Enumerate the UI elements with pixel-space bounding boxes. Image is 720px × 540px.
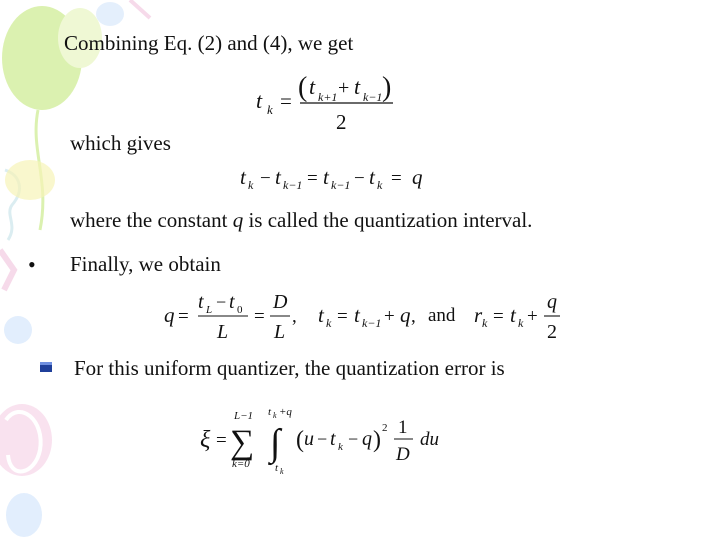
eq4-int-top: t xyxy=(268,406,272,418)
eq4-u: u xyxy=(304,428,314,450)
eq4-int-top-sub: k xyxy=(273,411,277,420)
eq3-plus-1: + xyxy=(384,306,395,327)
eq3-tk: t xyxy=(318,303,324,327)
eq3-rk-sub: k xyxy=(482,316,488,330)
eq1-k1: k+1 xyxy=(318,90,338,104)
eq3-plus-2: + xyxy=(527,306,538,327)
eq4-close-paren: ) xyxy=(373,427,381,453)
line3-post: is called the quantization interval. xyxy=(243,208,533,232)
eq4-sum-symbol: ∑ xyxy=(230,424,255,461)
eq2-t-d: t xyxy=(369,165,375,189)
eq4-du: du xyxy=(420,429,439,450)
eq4-sum-bottom: k=0 xyxy=(232,458,250,470)
eq2-s-b: k−1 xyxy=(283,178,303,192)
eq4-frac-den: D xyxy=(396,444,410,465)
eq1-open-paren: ( xyxy=(298,72,308,103)
equation-quantization-error xyxy=(200,405,460,485)
eq3-comma-1: , xyxy=(292,306,297,327)
eq2-equals-2: = xyxy=(391,168,402,189)
eq4-int-bottom-sub: k xyxy=(280,467,284,476)
eq3-tk1: t xyxy=(354,303,360,327)
eq2-t-b: t xyxy=(275,165,281,189)
eq3-num1-0: 0 xyxy=(237,304,243,316)
eq1-plus: + xyxy=(338,77,350,99)
eq3-den2: L xyxy=(274,321,286,343)
eq4-int-top-rest: +q xyxy=(279,406,292,418)
eq3-num1-t0: t xyxy=(229,291,235,313)
eq1-t2: t xyxy=(354,74,361,99)
eq2-t-c: t xyxy=(323,165,329,189)
eq1-k2: k−1 xyxy=(363,90,383,104)
eq1-denominator: 2 xyxy=(336,110,347,134)
eq3-q2: q xyxy=(400,303,411,327)
eq3-k1: k−1 xyxy=(362,316,382,330)
eq4-open-paren: ( xyxy=(296,427,304,453)
eq4-minus-2: − xyxy=(348,429,359,449)
eq4-equals: = xyxy=(216,430,227,451)
eq3-num1-t: t xyxy=(198,291,204,313)
eq3-comma-2: , xyxy=(411,306,416,327)
eq3-num1-minus: − xyxy=(216,292,227,312)
eq4-t-sub: k xyxy=(338,441,343,453)
eq3-num3: q xyxy=(547,291,557,313)
bullet-dot-icon: • xyxy=(28,252,36,277)
eq4-int-bottom: t xyxy=(275,462,279,474)
equation-midpoint xyxy=(256,74,416,134)
equation-quantizer-params xyxy=(164,290,564,345)
eq3-den3: 2 xyxy=(547,321,557,343)
eq2-s-a: k xyxy=(248,178,254,192)
line3-pre: where the constant xyxy=(70,208,233,232)
eq2-s-d: k xyxy=(377,178,383,192)
eq4-integral-symbol: ∫ xyxy=(270,422,281,464)
eq3-q: q xyxy=(164,303,175,327)
equation-interval xyxy=(240,163,440,193)
eq1-tk: t xyxy=(256,88,263,113)
eq2-minus-2: − xyxy=(354,168,365,189)
eq3-equals-3: = xyxy=(337,306,348,327)
eq1-k: k xyxy=(267,102,273,117)
eq2-minus-1: − xyxy=(260,168,271,189)
eq3-tk3: t xyxy=(510,303,516,327)
eq2-equals-1: = xyxy=(307,168,318,189)
eq3-k3: k xyxy=(518,316,524,330)
eq4-minus-1: − xyxy=(317,429,328,449)
quantization-interval-text xyxy=(70,210,532,231)
eq3-num2: D xyxy=(273,291,288,313)
eq4-t: t xyxy=(330,428,336,450)
eq4-q: q xyxy=(362,428,372,450)
eq2-q: q xyxy=(412,165,423,189)
eq4-sum-top: L−1 xyxy=(234,410,254,422)
eq3-k: k xyxy=(326,316,332,330)
eq3-equals-1: = xyxy=(178,306,189,327)
eq2-t-a: t xyxy=(240,165,246,189)
which-gives-text: which gives xyxy=(70,131,171,155)
eq3-and: and xyxy=(428,305,456,326)
eq3-num1-L: L xyxy=(206,304,213,316)
eq1-close-paren: ) xyxy=(382,72,392,103)
eq4-square: 2 xyxy=(382,422,388,434)
combining-text: Combining Eq. (2) and (4), we get xyxy=(64,31,354,55)
eq3-equals-4: = xyxy=(493,306,504,327)
q-variable: q xyxy=(232,208,244,232)
blue-square-bullet-icon xyxy=(40,362,52,372)
eq3-equals-2: = xyxy=(254,306,265,327)
finally-text: Finally, we obtain xyxy=(70,252,221,276)
eq2-s-c: k−1 xyxy=(331,178,351,192)
eq1-t1: t xyxy=(309,74,316,99)
eq3-rk: r xyxy=(474,303,483,327)
eq4-xi: ξ xyxy=(200,427,211,453)
eq1-equals: = xyxy=(280,89,292,113)
eq3-den1: L xyxy=(217,321,229,343)
eq4-frac-num: 1 xyxy=(398,417,408,438)
quantization-error-text: For this uniform quantizer, the quantization error is xyxy=(74,356,505,380)
